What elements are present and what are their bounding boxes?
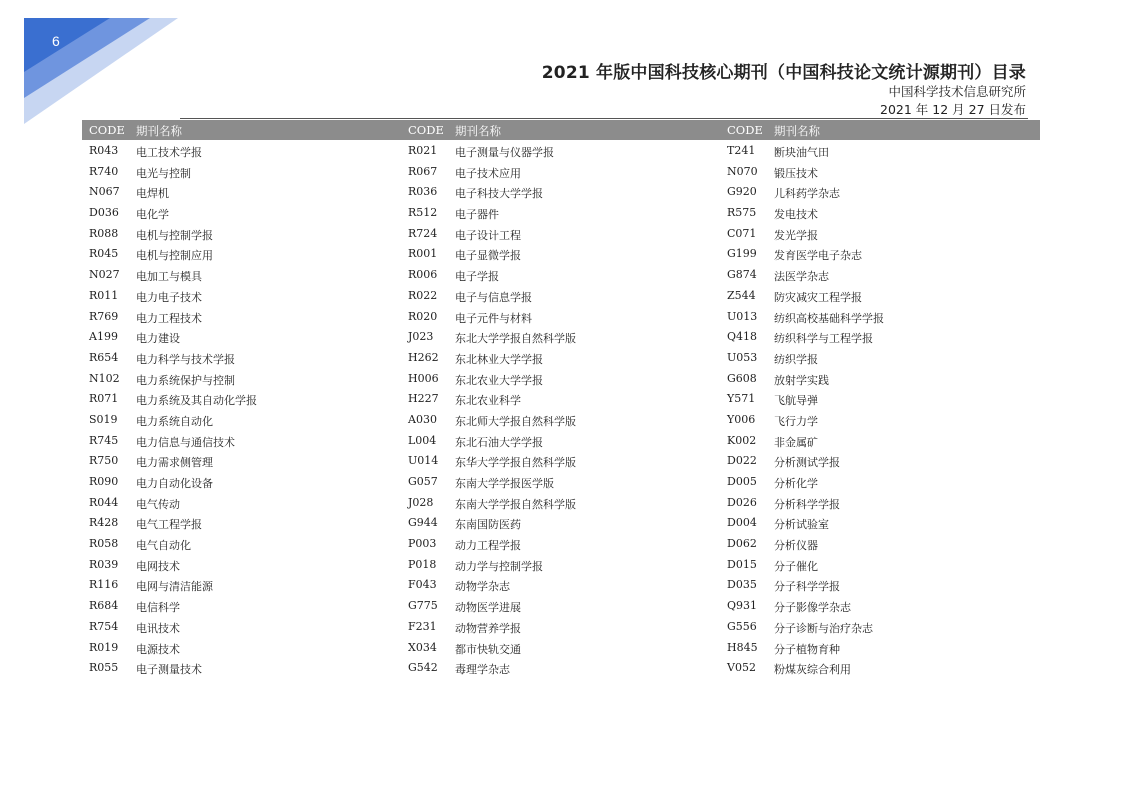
journal-code: U014 [408, 454, 439, 468]
journal-name: 电子元件与材料 [455, 311, 532, 325]
journal-name: 东北大学学报自然科学版 [455, 332, 576, 346]
page-title: 2021 年版中国科技核心期刊（中国科技论文统计源期刊）目录 [541, 63, 1026, 83]
table-row [82, 181, 402, 202]
table-column [82, 140, 402, 678]
journal-name: 电子学报 [455, 270, 499, 284]
header-code-1: CODE [89, 123, 125, 137]
table-row [720, 512, 1040, 533]
journal-name: 电网技术 [136, 559, 180, 573]
journal-code: V052 [727, 661, 756, 675]
journal-code: R039 [89, 557, 119, 571]
journal-code: Q931 [727, 599, 758, 613]
journal-code: R740 [89, 164, 119, 178]
journal-code: P003 [408, 537, 437, 551]
table-row [720, 285, 1040, 306]
journal-code: H845 [727, 640, 758, 654]
journal-code: N067 [89, 185, 120, 199]
journal-name: 电机与控制学报 [136, 228, 213, 242]
table-row [401, 430, 721, 451]
header-code-3: CODE [727, 123, 763, 137]
journal-code: N070 [727, 164, 758, 178]
publisher: 中国科学技术信息研究所 [888, 84, 1026, 99]
table-row [401, 223, 721, 244]
journal-code: X034 [408, 640, 437, 654]
journal-code: H262 [408, 350, 439, 364]
journal-name: 电力工程技术 [136, 311, 202, 325]
journal-code: L004 [408, 433, 437, 447]
journal-name: 电力电子技术 [136, 290, 202, 304]
table-row [82, 347, 402, 368]
journal-code: D005 [727, 475, 757, 488]
journal-code: R090 [89, 475, 119, 488]
journal-code: G608 [727, 371, 757, 385]
journal-name: 儿科药学杂志 [774, 187, 840, 201]
journal-name: 分析化学 [774, 477, 818, 490]
journal-code: J028 [408, 495, 434, 509]
table-row [82, 388, 402, 409]
journal-name: 电力系统自动化 [136, 414, 213, 428]
table-row [720, 554, 1040, 575]
journal-code: R020 [408, 309, 438, 323]
journal-name: 电力系统及其自动化学报 [136, 394, 257, 408]
table-row [401, 243, 721, 264]
table-row [82, 223, 402, 244]
journal-table [82, 120, 1040, 677]
journal-name: 电光与控制 [136, 166, 191, 180]
table-row [401, 161, 721, 182]
journal-name: 电加工与模具 [136, 270, 202, 284]
header-name-1: 期刊名称 [136, 124, 182, 138]
table-row [720, 161, 1040, 182]
table-row [720, 450, 1040, 471]
journal-name: 都市快轨交通 [455, 642, 521, 656]
table-row [82, 512, 402, 533]
journal-name: 动力工程学报 [455, 539, 521, 553]
journal-code: F043 [408, 578, 437, 592]
table-row [720, 595, 1040, 616]
table-row [720, 181, 1040, 202]
table-row [82, 264, 402, 285]
table-row [82, 243, 402, 264]
journal-name: 法医学杂志 [774, 270, 829, 284]
journal-code: N102 [89, 371, 120, 385]
journal-name: 动物营养学报 [455, 621, 521, 635]
journal-name: 电子科技大学学报 [455, 187, 543, 201]
table-row [82, 285, 402, 306]
journal-code: R512 [408, 206, 438, 220]
journal-name: 分析试验室 [774, 518, 829, 532]
journal-code: R684 [89, 599, 119, 613]
table-row [720, 430, 1040, 451]
journal-code: D062 [727, 537, 757, 551]
journal-code: R019 [89, 640, 119, 654]
journal-name: 电气自动化 [136, 539, 191, 553]
journal-name: 动物医学进展 [455, 601, 521, 615]
header-name-2: 期刊名称 [455, 124, 501, 138]
journal-name: 发育医学电子杂志 [774, 249, 862, 263]
journal-name: 电子测量与仪器学报 [455, 146, 554, 159]
journal-name: 分子科学学报 [774, 580, 840, 594]
table-row [82, 161, 402, 182]
journal-name: 分子影像学杂志 [774, 601, 851, 615]
journal-code: U053 [727, 350, 758, 364]
journal-code: D022 [727, 454, 757, 468]
journal-code: G199 [727, 247, 757, 261]
table-row [401, 533, 721, 554]
table-row [82, 409, 402, 430]
table-row [720, 574, 1040, 595]
journal-code: R769 [89, 309, 119, 323]
journal-name: 粉煤灰综合利用 [774, 663, 851, 677]
table-row [720, 223, 1040, 244]
table-row [401, 409, 721, 430]
journal-code: R745 [89, 433, 119, 447]
journal-code: R055 [89, 661, 119, 675]
table-row [720, 264, 1040, 285]
table-row [82, 657, 402, 678]
journal-name: 分子催化 [774, 559, 818, 573]
journal-code: R088 [89, 226, 119, 240]
table-row [401, 368, 721, 389]
journal-name: 电化学 [136, 208, 169, 222]
table-row [82, 471, 402, 492]
journal-code: Y571 [727, 392, 756, 406]
table-row [82, 595, 402, 616]
table-row [720, 140, 1040, 161]
page-number: 6 [52, 33, 60, 49]
table-row [82, 616, 402, 637]
table-row [401, 512, 721, 533]
journal-code: D004 [727, 516, 757, 530]
journal-name: 分析测试学报 [774, 456, 840, 470]
table-row [401, 574, 721, 595]
table-row [401, 616, 721, 637]
journal-name: 电力科学与技术学报 [136, 352, 235, 366]
journal-code: R058 [89, 537, 119, 551]
table-row [720, 388, 1040, 409]
journal-code: T241 [727, 144, 756, 157]
table-row [401, 140, 721, 161]
journal-name: 飞行力学 [774, 414, 818, 428]
journal-name: 防灾减灾工程学报 [774, 290, 862, 304]
header-name-3: 期刊名称 [774, 124, 820, 138]
table-row [401, 657, 721, 678]
table-row [401, 471, 721, 492]
journal-code: R071 [89, 392, 119, 406]
journal-name: 东北农业大学学报 [455, 373, 543, 387]
journal-code: F231 [408, 619, 437, 633]
journal-code: R067 [408, 164, 438, 178]
table-row [720, 243, 1040, 264]
journal-name: 电讯技术 [136, 621, 180, 635]
table-row [401, 306, 721, 327]
table-row [401, 326, 721, 347]
table-header [82, 120, 1040, 140]
journal-code: R750 [89, 454, 119, 468]
journal-name: 电机与控制应用 [136, 249, 213, 263]
table-row [401, 637, 721, 658]
journal-code: U013 [727, 309, 758, 323]
journal-name: 电力建设 [136, 332, 180, 346]
journal-code: R428 [89, 516, 119, 530]
journal-code: A199 [89, 330, 118, 344]
corner-decoration [0, 0, 200, 140]
journal-name: 非金属矿 [774, 435, 818, 449]
journal-code: G944 [408, 516, 438, 530]
table-column [401, 140, 721, 678]
journal-name: 纺织科学与工程学报 [774, 332, 873, 346]
journal-code: S019 [89, 412, 118, 426]
journal-code: G874 [727, 268, 757, 282]
journal-code: R011 [89, 288, 119, 302]
table-row [82, 574, 402, 595]
journal-code: R022 [408, 288, 438, 302]
journal-name: 东南国防医药 [455, 518, 521, 532]
journal-code: G920 [727, 185, 757, 199]
journal-code: N027 [89, 268, 120, 282]
journal-code: R021 [408, 144, 438, 157]
journal-name: 纺织高校基础科学学报 [774, 311, 884, 325]
journal-code: P018 [408, 557, 437, 571]
journal-name: 电子器件 [455, 208, 499, 222]
table-row [720, 368, 1040, 389]
journal-name: 断块油气田 [774, 146, 829, 159]
journal-name: 电子测量技术 [136, 663, 202, 677]
journal-code: D015 [727, 557, 757, 571]
journal-code: R116 [89, 578, 119, 592]
journal-name: 电焊机 [136, 187, 169, 201]
table-row [720, 306, 1040, 327]
journal-name: 动力学与控制学报 [455, 559, 543, 573]
journal-code: R575 [727, 206, 757, 220]
journal-name: 纺织学报 [774, 352, 818, 366]
table-row [82, 492, 402, 513]
table-row [401, 264, 721, 285]
journal-code: H227 [408, 392, 439, 406]
journal-name: 电网与清洁能源 [136, 580, 213, 594]
journal-name: 东南大学学报医学版 [455, 477, 554, 490]
journal-code: Z544 [727, 288, 756, 302]
journal-name: 电信科学 [136, 601, 180, 615]
journal-code: R036 [408, 185, 438, 199]
table-row [401, 595, 721, 616]
journal-code: A030 [408, 412, 437, 426]
journal-code: R043 [89, 144, 119, 157]
journal-name: 东华大学学报自然科学版 [455, 456, 576, 470]
journal-code: R754 [89, 619, 119, 633]
table-row [82, 554, 402, 575]
table-row [82, 140, 402, 161]
journal-name: 分析科学学报 [774, 497, 840, 511]
journal-name: 电力需求侧管理 [136, 456, 213, 470]
header-rule [180, 118, 1028, 119]
journal-name: 电工技术学报 [136, 146, 202, 159]
journal-name: 电子技术应用 [455, 166, 521, 180]
journal-code: G775 [408, 599, 438, 613]
table-row [82, 368, 402, 389]
table-row [401, 388, 721, 409]
journal-code: D036 [89, 206, 119, 220]
table-row [401, 554, 721, 575]
journal-name: 东北师大学报自然科学版 [455, 414, 576, 428]
journal-code: D026 [727, 495, 757, 509]
table-row [401, 202, 721, 223]
header-code-2: CODE [408, 123, 444, 137]
table-row [720, 409, 1040, 430]
journal-name: 毒理学杂志 [455, 663, 510, 677]
table-row [82, 326, 402, 347]
publish-date: 2021 年 12 月 27 日发布 [880, 102, 1026, 117]
journal-name: 发电技术 [774, 208, 818, 222]
table-row [720, 471, 1040, 492]
journal-name: 电子与信息学报 [455, 290, 532, 304]
journal-code: G057 [408, 475, 438, 488]
table-row [401, 347, 721, 368]
journal-name: 分子植物育种 [774, 642, 840, 656]
journal-name: 电力系统保护与控制 [136, 373, 235, 387]
journal-name: 东南大学学报自然科学版 [455, 497, 576, 511]
journal-code: H006 [408, 371, 439, 385]
journal-name: 动物学杂志 [455, 580, 510, 594]
journal-code: K002 [727, 433, 757, 447]
journal-name: 东北林业大学学报 [455, 352, 543, 366]
journal-code: R006 [408, 268, 438, 282]
journal-code: C071 [727, 226, 757, 240]
table-row [82, 450, 402, 471]
journal-name: 电气传动 [136, 497, 180, 511]
journal-name: 东北农业科学 [455, 394, 521, 408]
table-row [82, 533, 402, 554]
journal-name: 电力信息与通信技术 [136, 435, 235, 449]
table-row [401, 181, 721, 202]
table-row [720, 202, 1040, 223]
table-row [720, 657, 1040, 678]
table-row [720, 492, 1040, 513]
journal-name: 电力自动化设备 [136, 477, 213, 490]
table-row [401, 450, 721, 471]
table-row [401, 285, 721, 306]
journal-name: 电气工程学报 [136, 518, 202, 532]
journal-name: 飞航导弹 [774, 394, 818, 408]
table-row [82, 202, 402, 223]
table-row [720, 533, 1040, 554]
table-row [720, 637, 1040, 658]
table-column [720, 140, 1040, 678]
journal-code: J023 [408, 330, 434, 344]
journal-code: R724 [408, 226, 438, 240]
table-row [82, 430, 402, 451]
journal-name: 电源技术 [136, 642, 180, 656]
journal-code: Y006 [727, 412, 756, 426]
table-row [82, 306, 402, 327]
journal-code: G556 [727, 619, 757, 633]
journal-name: 发光学报 [774, 228, 818, 242]
journal-code: R654 [89, 350, 119, 364]
table-row [720, 326, 1040, 347]
journal-name: 分子诊断与治疗杂志 [774, 621, 873, 635]
journal-name: 锻压技术 [774, 166, 818, 180]
journal-name: 电子显微学报 [455, 249, 521, 263]
journal-code: Q418 [727, 330, 758, 344]
journal-name: 东北石油大学学报 [455, 435, 543, 449]
journal-name: 放射学实践 [774, 373, 829, 387]
table-row [720, 347, 1040, 368]
table-row [82, 637, 402, 658]
journal-code: R001 [408, 247, 438, 261]
journal-code: G542 [408, 661, 438, 675]
journal-code: D035 [727, 578, 757, 592]
journal-name: 电子设计工程 [455, 228, 521, 242]
journal-code: R044 [89, 495, 119, 509]
table-row [720, 616, 1040, 637]
journal-code: R045 [89, 247, 119, 261]
table-row [401, 492, 721, 513]
journal-name: 分析仪器 [774, 539, 818, 553]
